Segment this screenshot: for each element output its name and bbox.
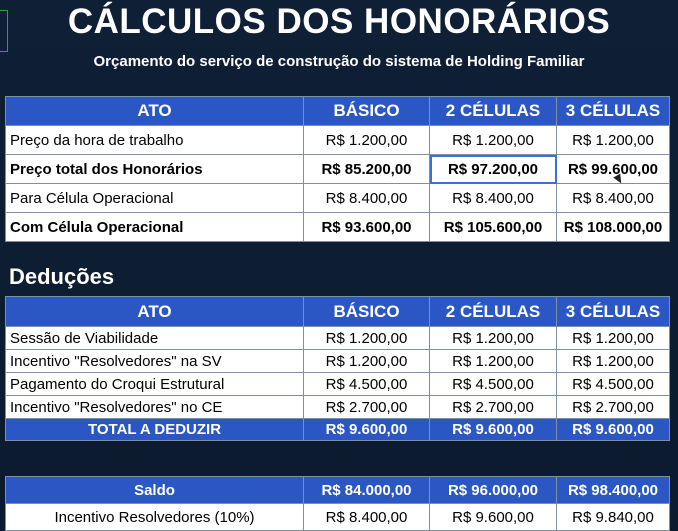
- table-row: [6, 350, 670, 373]
- deductions-header-row: [6, 297, 670, 327]
- row-label[interactable]: Incentivo "Resolvedores" na SV: [6, 350, 304, 373]
- table-row: [6, 155, 670, 184]
- row-label[interactable]: Preço total dos Honorários: [6, 155, 304, 184]
- cell-value[interactable]: R$ 99.600,00: [557, 155, 670, 184]
- row-label[interactable]: Sessão de Viabilidade: [6, 327, 304, 350]
- table-row: [6, 373, 670, 396]
- col-header-2-celulas[interactable]: 2 CÉLULAS: [430, 97, 557, 126]
- fees-table: [5, 96, 670, 242]
- cell-value[interactable]: R$ 1.200,00: [304, 350, 430, 373]
- row-label[interactable]: Preço da hora de trabalho: [6, 126, 304, 155]
- cell-value[interactable]: R$ 1.200,00: [304, 327, 430, 350]
- row-label[interactable]: Com Célula Operacional: [6, 213, 304, 242]
- cell-value[interactable]: R$ 1.200,00: [304, 126, 430, 155]
- deductions-table: [5, 296, 670, 441]
- col-header-ato[interactable]: ATO: [6, 97, 304, 126]
- saldo-value[interactable]: R$ 96.000,00: [430, 477, 557, 504]
- cell-value[interactable]: R$ 8.400,00: [557, 184, 670, 213]
- table-row: [6, 184, 670, 213]
- deductions-heading: Deduções: [9, 264, 115, 289]
- total-label[interactable]: TOTAL A DEDUZIR: [6, 419, 304, 441]
- cell-value[interactable]: R$ 2.700,00: [430, 396, 557, 419]
- total-value[interactable]: R$ 9.600,00: [430, 419, 557, 441]
- cell-value[interactable]: R$ 85.200,00: [304, 155, 430, 184]
- cell-value[interactable]: R$ 108.000,00: [557, 213, 670, 242]
- cell-value[interactable]: R$ 93.600,00: [304, 213, 430, 242]
- row-label[interactable]: Incentivo "Resolvedores" no CE: [6, 396, 304, 419]
- table-row: [6, 327, 670, 350]
- cell-value[interactable]: R$ 4.500,00: [304, 373, 430, 396]
- cell-value[interactable]: R$ 1.200,00: [430, 126, 557, 155]
- cell-value[interactable]: R$ 1.200,00: [557, 126, 670, 155]
- cell-value[interactable]: R$ 8.400,00: [304, 184, 430, 213]
- col-header-3-celulas[interactable]: 3 CÉLULAS: [557, 97, 670, 126]
- col-header-ato[interactable]: ATO: [6, 297, 304, 327]
- cell-value[interactable]: R$ 1.200,00: [430, 350, 557, 373]
- table-row: [6, 396, 670, 419]
- cell-value[interactable]: R$ 4.500,00: [430, 373, 557, 396]
- cell-value[interactable]: R$ 8.400,00: [304, 504, 430, 531]
- table-row: [6, 504, 670, 531]
- cell-value[interactable]: R$ 1.200,00: [430, 327, 557, 350]
- cell-value[interactable]: R$ 2.700,00: [304, 396, 430, 419]
- saldo-value[interactable]: R$ 84.000,00: [304, 477, 430, 504]
- cell-value[interactable]: R$ 4.500,00: [557, 373, 670, 396]
- col-header-basico[interactable]: BÁSICO: [304, 297, 430, 327]
- row-label[interactable]: Pagamento do Croqui Estrutural: [6, 373, 304, 396]
- cell-value[interactable]: R$ 105.600,00: [430, 213, 557, 242]
- page-subtitle: Orçamento do serviço de construção do sistema de Holding Familiar: [93, 53, 585, 70]
- cell-value[interactable]: R$ 1.200,00: [557, 327, 670, 350]
- total-value[interactable]: R$ 9.600,00: [557, 419, 670, 441]
- col-header-3-celulas[interactable]: 3 CÉLULAS: [557, 297, 670, 327]
- saldo-table: [5, 476, 670, 531]
- cell-value[interactable]: R$ 9.600,00: [430, 504, 557, 531]
- row-label[interactable]: Para Célula Operacional: [6, 184, 304, 213]
- saldo-value[interactable]: R$ 98.400,00: [557, 477, 670, 504]
- cell-value[interactable]: R$ 1.200,00: [557, 350, 670, 373]
- table-row: [6, 126, 670, 155]
- page-title: CÁLCULOS DOS HONORÁRIOS: [67, 2, 611, 41]
- cell-value[interactable]: R$ 2.700,00: [557, 396, 670, 419]
- total-value[interactable]: R$ 9.600,00: [304, 419, 430, 441]
- table-row: [6, 213, 670, 242]
- col-header-basico[interactable]: BÁSICO: [304, 97, 430, 126]
- cell-value[interactable]: R$ 8.400,00: [430, 184, 557, 213]
- cell-value[interactable]: R$ 9.840,00: [557, 504, 670, 531]
- fees-header-row: [6, 97, 670, 126]
- incentive-label[interactable]: Incentivo Resolvedores (10%): [6, 504, 304, 531]
- col-header-2-celulas[interactable]: 2 CÉLULAS: [430, 297, 557, 327]
- total-row: [6, 419, 670, 441]
- saldo-label[interactable]: Saldo: [6, 477, 304, 504]
- saldo-row: [6, 477, 670, 504]
- selected-cell[interactable]: R$ 97.200,00: [430, 155, 557, 184]
